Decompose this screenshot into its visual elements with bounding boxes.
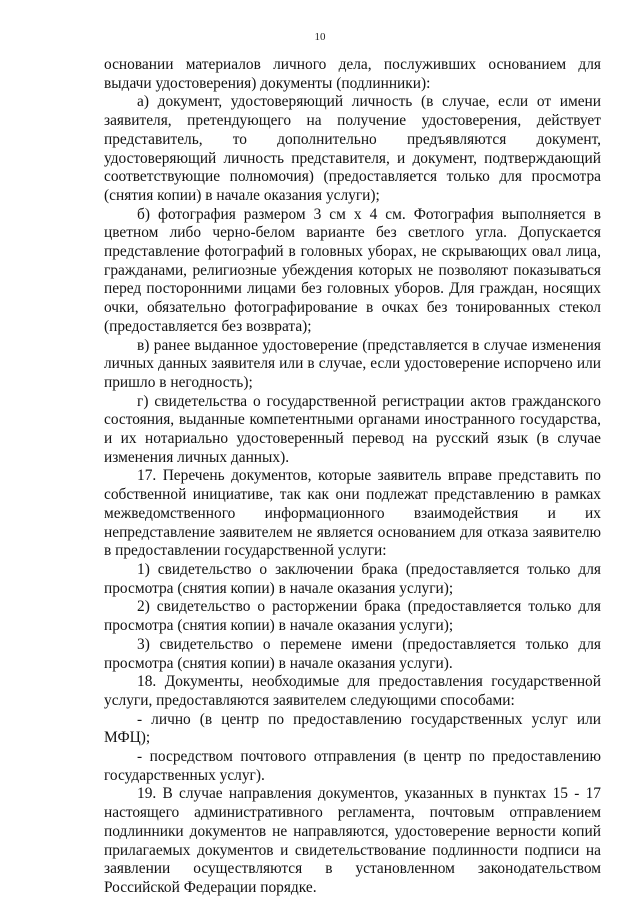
paragraph-item-3: 3) свидетельство о перемене имени (предоставляется только для просмотра (снятия копии) в начале оказания услуги). bbox=[104, 635, 601, 672]
paragraph-item-g: г) свидетельства о государственной регистрации актов гражданского состояния, выданные компетентными органами иностранного государства, и их нотариально удостоверенный перевод на русский язык (в случае изменения личных данных). bbox=[104, 392, 601, 466]
paragraph-clause-19: 19. В случае направления документов, указанных в пунктах 15 - 17 настоящего административного регламента, почтовым отправлением подлинники документов не направляются, удостоверение верности копий прилагаемых документов и свидетельствование подлинности подписи на заявлении осуществляются в установленном законодательством Российской Федерации порядке. bbox=[104, 785, 601, 896]
paragraph-clause-17: 17. Перечень документов, которые заявитель вправе представить по собственной инициативе, так как они подлежат представлению в рамках межведомственного информационного взаимодействия и их непредставление заявителем не является основанием для отказа заявителю в предоставлении государственной услуги: bbox=[104, 467, 601, 560]
paragraph-clause-18: 18. Документы, необходимые для предоставления государственной услуги, предоставляются заявителем следующими способами: bbox=[104, 673, 601, 709]
paragraph-item-a: а) документ, удостоверяющий личность (в случае, если от имени заявителя, претендующего на получение удостоверения, действует представитель, то дополнительно предъявляются документ, удостоверяющий личность представителя, и документ, подтверждающий соответствующие полномочия) (предоставляется только для просмотра (снятия копии) в начале оказания услуги); bbox=[104, 93, 601, 204]
paragraph-item-v: в) ранее выданное удостоверение (представляется в случае изменения личных данных заявителя или в случае, если удостоверение испорчено или пришло в негодность); bbox=[104, 336, 601, 391]
paragraph-item-1: 1) свидетельство о заключении брака (предоставляется только для просмотра (снятия копии) в начале оказания услуги); bbox=[104, 560, 601, 597]
paragraph-dash-item-by-mail: - посредством почтового отправления (в центр по предоставлению государственных услуг). bbox=[104, 748, 601, 784]
paragraph-item-2: 2) свидетельство о расторжении брака (предоставляется только для просмотра (снятия копии) в начале оказания услуги); bbox=[104, 598, 601, 635]
paragraph-continuation: основании материалов личного дела, послуживших основанием для выдачи удостоверения) документы (подлинники): bbox=[104, 56, 601, 92]
page-number: 10 bbox=[314, 31, 326, 43]
paragraph-item-b: б) фотография размером 3 см х 4 см. Фотография выполняется в цветном либо черно-белом варианте без светлого угла. Допускается представление фотографий в головных уборах, не скрывающих овал лица, гражданами, религиозные убеждения которых не позволяют показываться перед посторонними лицами без головных уборов. Для граждан, носящих очки, обязательно фотографирование в очках без тонированных стекол (предоставляется без возврата); bbox=[104, 205, 601, 335]
document-body bbox=[104, 56, 601, 898]
paragraph-dash-item-in-person: - лично (в центр по предоставлению государственных услуг или МФЦ); bbox=[104, 710, 601, 747]
